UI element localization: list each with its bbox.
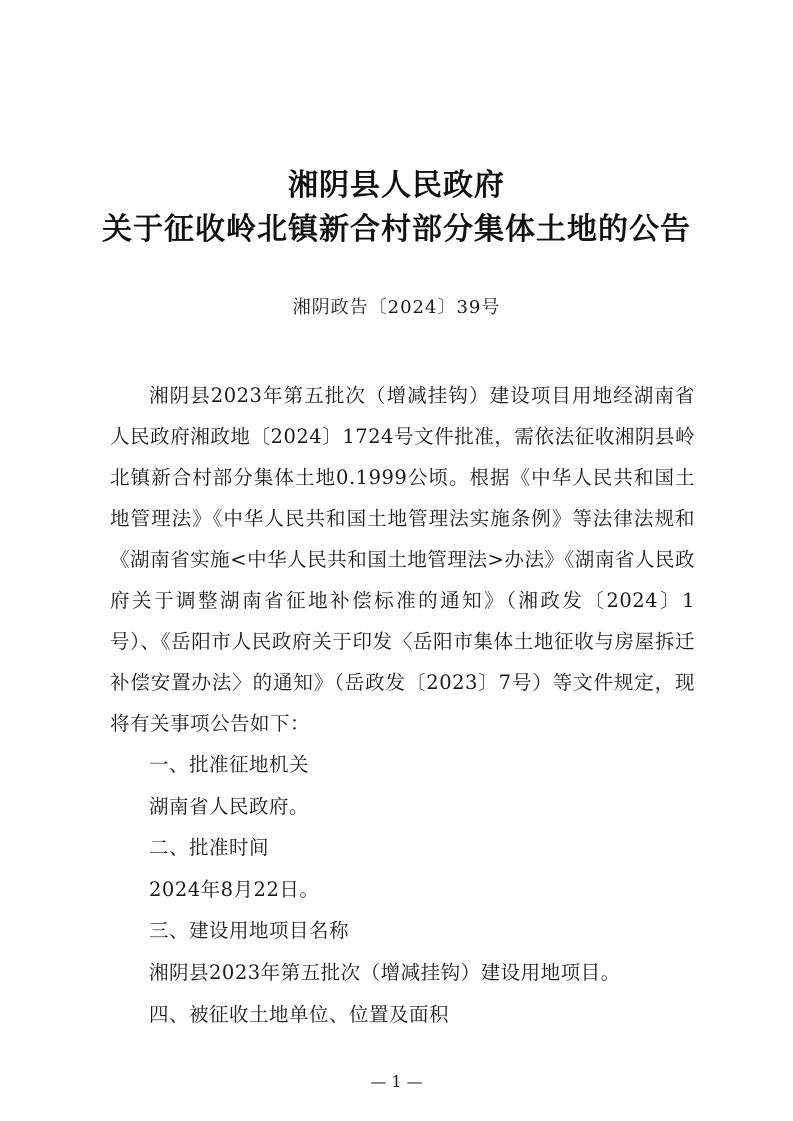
approval-authority-value: 湖南省人民政府。 (149, 794, 310, 818)
section-heading-approval-time: 二、批准时间 (149, 836, 270, 860)
intro-paragraph: 湘阴县2023年第五批次（增减挂钩）建设项目用地经湖南省人民政府湘政地〔2024〕1724号文件批准，需依法征收湘阴县岭北镇新合村部分集体土地0.1999公顷。根据《中华人民共和国土地管理法》《中华人民共和国土地管理法实施条例》等法律法规和《湖南省实施<中华人民共和国土地管理法>办法》《湖南省人民政府关于调整湖南省征地补偿标准的通知》（湘政发〔2024〕1号）、《岳阳市人民政府关于印发〈岳阳市集体土地征收与房屋拆迁补偿安置办法〉的通知》（岳政发〔2023〕7号）等文件规定，现将有关事项公告如下： (110, 384, 695, 735)
document-number: 湘阴政告〔2024〕39号 (292, 297, 501, 318)
section-heading-land-info: 四、被征收土地单位、位置及面积 (149, 1002, 450, 1026)
document-title-line-2: 关于征收岭北镇新合村部分集体土地的公告 (102, 212, 691, 247)
section-heading-project-name: 三、建设用地项目名称 (149, 919, 350, 943)
document-body (110, 375, 695, 1035)
document-title-line-1: 湘阴县人民政府 (288, 168, 505, 203)
approval-time-value: 2024年8月22日。 (149, 877, 320, 901)
project-name-value: 湘阴县2023年第五批次（增减挂钩）建设用地项目。 (149, 960, 621, 984)
page-number: — 1 — (370, 1072, 423, 1091)
section-heading-approval-authority: 一、批准征地机关 (149, 753, 310, 776)
